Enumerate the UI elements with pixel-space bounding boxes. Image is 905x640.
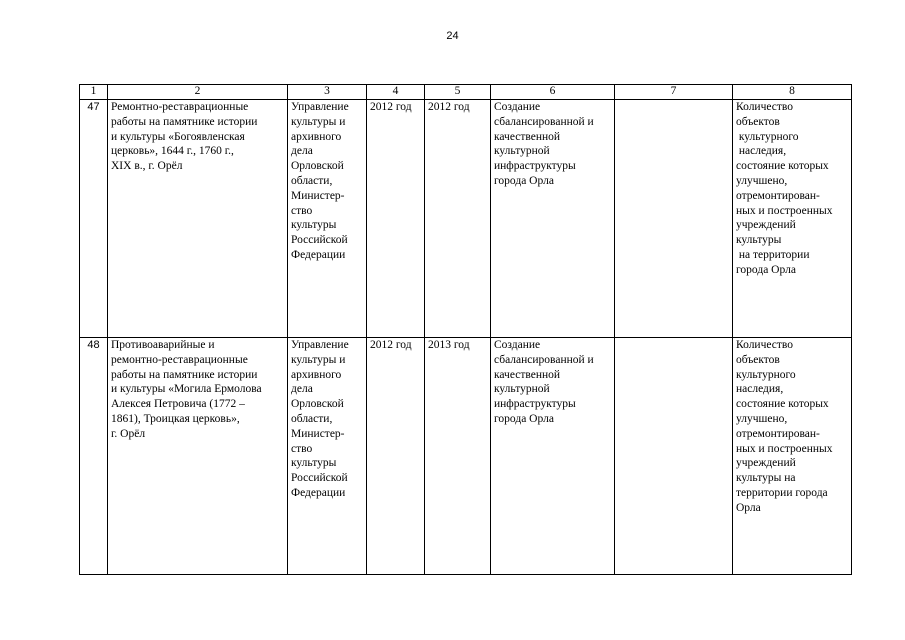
cell-text-line: Ремонтно-реставрационные (111, 101, 249, 113)
cell-text-line: архивного (291, 130, 342, 143)
cell-text-line: инфраструктуры (494, 398, 576, 411)
cell-text-line: Создание (494, 339, 541, 351)
cell-text-line: Орла (736, 501, 761, 514)
cell-text-line: ремонтно-реставрационные (111, 353, 248, 366)
cell-text-line: дела (291, 383, 313, 396)
cell-text-line: города Орла (494, 174, 554, 187)
cell-text-line: наследия, (736, 383, 784, 396)
cell-text-line: культурной (494, 383, 550, 396)
cell-text-line: объектов (736, 115, 780, 128)
cell-text-line: архивного (291, 368, 342, 381)
goal-cell (491, 100, 615, 338)
cell-text-line: территории города (736, 486, 828, 499)
cell-text-line: дела (291, 145, 313, 158)
end-year-cell: 2012 год (425, 100, 491, 338)
cell-text-line: ство (291, 204, 313, 217)
cell-text-line: церковь», 1644 г., 1760 г., (111, 145, 234, 158)
cell-text-line: Орловской (291, 398, 344, 411)
cell-text-line: города Орла (736, 263, 796, 276)
cell-text-line: города Орла (494, 412, 554, 425)
cell-text-line: культуры (291, 219, 337, 232)
cell-text-line: XIX в., г. Орёл (111, 160, 183, 173)
cell-text-line: ство (291, 442, 313, 455)
table-row (80, 100, 852, 338)
cell-text-line: культуры (736, 234, 782, 247)
cell-text-line: Управление (291, 101, 349, 113)
measure-name-cell (108, 338, 288, 575)
indicator-cell (733, 100, 852, 338)
cell-text-line: отремонтирован- (736, 427, 820, 440)
cell-text-line: Федерации (291, 248, 346, 261)
cell-text-line: Орловской (291, 160, 344, 173)
cell-text-line: области, (291, 174, 333, 187)
cell-text-line: культурного (736, 130, 799, 143)
cell-text-line: ных и построенных (736, 442, 833, 455)
cell-text-line: г. Орёл (111, 427, 146, 440)
cell-text-line: ных и построенных (736, 204, 833, 217)
goal-cell (491, 338, 615, 575)
cell-text-line: культурной (494, 145, 550, 158)
indicator-cell (733, 338, 852, 575)
header-col-3: 3 (288, 85, 367, 100)
executor-cell (288, 338, 367, 575)
header-row (80, 85, 852, 100)
cell-text-line: сбалансированной и (494, 115, 594, 128)
cell-text-line: улучшено, (736, 174, 788, 187)
page-number: 24 (446, 30, 459, 42)
cell-text-line: учреждений (736, 457, 796, 470)
cell-text-line: Создание (494, 101, 541, 113)
cell-text-line: Федерации (291, 486, 346, 499)
executor-cell (288, 100, 367, 338)
header-col-2: 2 (108, 85, 288, 100)
cell-text-line: области, (291, 412, 333, 425)
cell-text-line: Противоаварийные и (111, 339, 215, 351)
cell-text-line: Российской (291, 472, 348, 485)
cell-text-line: культуры и (291, 115, 346, 128)
cell-text-line: и культуры «Богоявленская (111, 130, 245, 143)
start-year-cell: 2012 год (367, 100, 425, 338)
col7-cell (615, 338, 733, 575)
header-col-4: 4 (367, 85, 425, 100)
cell-text-line: инфраструктуры (494, 160, 576, 173)
cell-text-line: 1861), Троицкая церковь», (111, 412, 240, 425)
cell-text-line: Управление (291, 339, 349, 351)
cell-text-line: Министер- (291, 189, 345, 202)
end-year-cell: 2013 год (425, 338, 491, 575)
cell-text-line: Министер- (291, 427, 345, 440)
cell-text-line: состояние которых (736, 398, 829, 411)
cell-text-line: работы на памятнике истории (111, 115, 258, 128)
cell-text-line: культуры (291, 457, 337, 470)
cell-text-line: на территории (736, 248, 810, 261)
header-col-1: 1 (80, 85, 108, 100)
row-number: 48 (80, 338, 108, 575)
cell-text-line: сбалансированной и (494, 353, 594, 366)
cell-text-line: улучшено, (736, 412, 788, 425)
header-col-8: 8 (733, 85, 852, 100)
table-row (80, 338, 852, 575)
measure-name-cell (108, 100, 288, 338)
cell-text-line: культуры и (291, 353, 346, 366)
cell-text-line: наследия, (736, 145, 787, 158)
cell-text-line: Алексея Петровича (1772 – (111, 398, 245, 411)
col7-cell (615, 100, 733, 338)
cell-text-line: Количество (736, 101, 793, 113)
cell-text-line: объектов (736, 353, 780, 366)
header-col-6: 6 (491, 85, 615, 100)
cell-text-line: качественной (494, 130, 561, 143)
cell-text-line: качественной (494, 368, 561, 381)
start-year-cell: 2012 год (367, 338, 425, 575)
cell-text-line: Российской (291, 234, 348, 247)
cell-text-line: состояние которых (736, 160, 829, 173)
cell-text-line: культурного (736, 368, 796, 381)
header-col-5: 5 (425, 85, 491, 100)
cell-text-line: культуры на (736, 472, 796, 485)
cell-text-line: Количество (736, 339, 793, 351)
header-col-7: 7 (615, 85, 733, 100)
row-number: 47 (80, 100, 108, 338)
measures-table (79, 84, 852, 575)
cell-text-line: работы на памятнике истории (111, 368, 258, 381)
cell-text-line: отремонтирован- (736, 189, 820, 202)
cell-text-line: учреждений (736, 219, 796, 232)
cell-text-line: и культуры «Могила Ермолова (111, 383, 262, 396)
